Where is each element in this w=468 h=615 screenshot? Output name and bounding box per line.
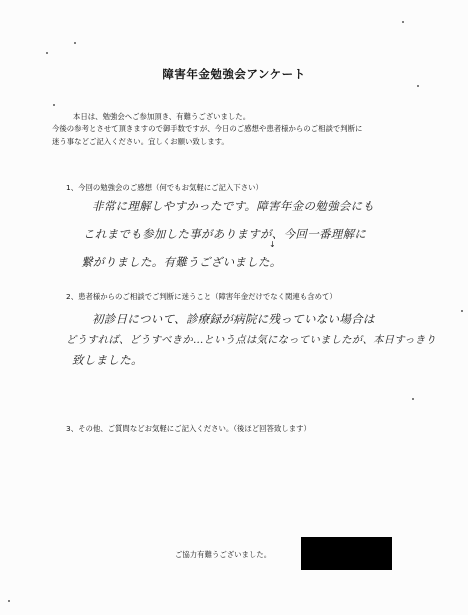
handwritten-answer-line: 繋がりました。有難うございました。 — [81, 255, 282, 269]
survey-title: 障害年金勉強会アンケート — [162, 67, 306, 81]
scan-speck — [412, 398, 414, 400]
handwritten-answer-line: どうすれば、どうすべきか…という点は気になっていましたが、本日すっきり — [66, 334, 437, 346]
scan-speck — [53, 104, 55, 106]
closing-thanks: ご協力有難うございました。 — [175, 550, 272, 559]
question-2-label: 2、患者様からのご相談でご判断に迷うこと（障害年金だけでなく関連も含めて） — [66, 292, 337, 301]
scan-speck — [461, 310, 463, 312]
intro-line: 本日は、勉強会へご参加頂き、有難うございました。 — [73, 112, 251, 121]
handwritten-answer-line: 致しました。 — [72, 353, 143, 367]
question-1-label: 1、今回の勉強会のご感想（何でもお気軽にご記入下さい） — [66, 183, 263, 192]
scan-speck — [417, 85, 419, 87]
redaction-block — [301, 537, 392, 570]
intro-line: 迷う事などご記入ください。宜しくお願い致します。 — [52, 137, 229, 146]
handwritten-answer-line: 初診日について、診療録が病院に残っていない場合は — [92, 312, 375, 326]
scan-speck — [8, 600, 10, 602]
handwritten-answer-line: 非常に理解しやすかったです。障害年金の勉強会にも — [92, 199, 375, 213]
scan-speck — [402, 21, 404, 23]
handwritten-answer-line: これまでも参加した事がありますが、今回一番理解に — [83, 227, 367, 241]
intro-line: 今後の参考とさせて頂きますので御手数ですが、今日のご感想や患者様からのご相談で判断に — [52, 124, 363, 133]
insertion-mark: ↓ — [269, 240, 276, 249]
question-3-label: 3、その他、ご質問などお気軽にご記入ください。（後ほど回答致します） — [66, 424, 311, 433]
scan-speck — [46, 52, 48, 54]
scan-speck — [74, 42, 76, 44]
